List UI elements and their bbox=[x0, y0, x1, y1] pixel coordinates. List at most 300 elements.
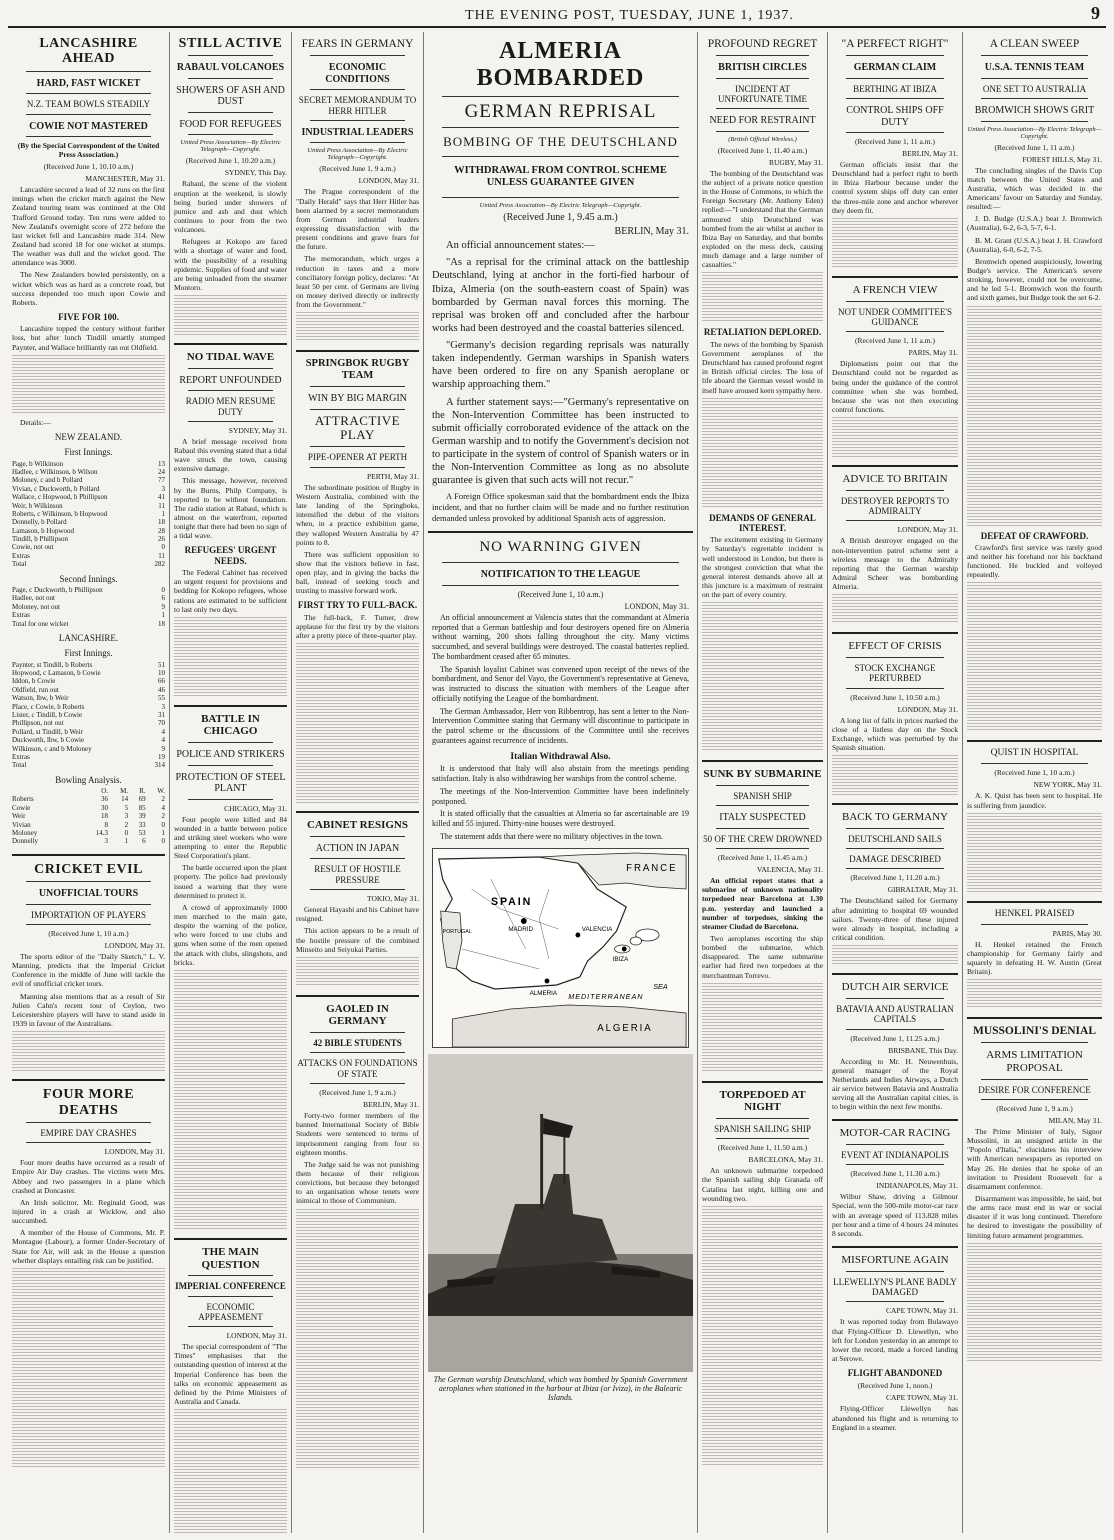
paragraph: Lancashire secured a lead of 32 runs on the first innings when the cricket match against the New Zealand touring team was continued at the Old Trafford Ground today. Ten runs were added to New Zealand's overnight score of 272 before the last wicket fell and Lancashire made 314. New Zealand had scored 18 for one wicket at stumps. The weather was dull and the wicket good. The attendance was 3000. bbox=[12, 185, 165, 268]
map-label: VALENCIA bbox=[581, 925, 613, 933]
subheading: ECONOMIC APPEASEMENT bbox=[198, 1301, 263, 1322]
paragraph: The Prime Minister of Italy, Signor Mussolini, in an unsigned article in the "Popolo d'Italia," elucidates his interview with American newspapers as reported on May 26. He denies that he spoke of an invitation to President Roosevelt for a disarmament conference. bbox=[967, 1126, 1102, 1191]
subheading: ONE SET TO AUSTRALIA bbox=[982, 83, 1087, 94]
subheading: PIPE-OPENER AT PERTH bbox=[307, 452, 408, 463]
subheading: BRITISH CIRCLES bbox=[718, 62, 807, 74]
table-cell: 0 bbox=[124, 828, 129, 837]
table-row bbox=[12, 620, 165, 628]
table-cell: Roberts, c Wilkinson, b Hopwood bbox=[12, 509, 108, 518]
table-row bbox=[12, 518, 165, 526]
paragraph: It is understood that Italy will also abstain from the meetings pending satisfaction. Italy is also withdrawing her warships from the control scheme. bbox=[432, 764, 689, 784]
table-cell: 39 bbox=[138, 812, 146, 821]
place-line: BARCELONA, May 31. bbox=[748, 1155, 823, 1165]
subheading: BATAVIA AND AUSTRALIAN CAPITALS bbox=[836, 1003, 954, 1025]
subheading: REPORT UNFOUNDED bbox=[179, 374, 282, 386]
subheading: IMPERIAL CONFERENCE bbox=[175, 1281, 286, 1292]
place-line: LONDON, May 31. bbox=[897, 525, 958, 535]
subheading: DESTROYER REPORTS TO ADMIRALTY bbox=[840, 495, 950, 517]
section-heading: RETALIATION DEPLORED. bbox=[703, 327, 822, 338]
article-headline: TORPEDOED AT NIGHT bbox=[719, 1088, 806, 1114]
credit-line: United Press Association—By Electric Telegraph—Copyright. bbox=[967, 125, 1102, 140]
table-cell: 9 bbox=[161, 744, 165, 753]
paragraph: Wilbur Shaw, driving a Gilmour Special, won the 500-mile motor-car race with an average speed of 113.828 miles per hour and a time of 4 hours 24 minutes 8 seconds. bbox=[832, 1192, 958, 1238]
paragraph: The German Ambassador, Herr von Ribbentrop, has sent a letter to the Non-Intervention Committee stating that Germany will discontinue to participate in the patrol scheme or the discussions of the Committee until she receives guarantees against recurrence of incidents. bbox=[432, 706, 689, 745]
article-headline: NO WARNING GIVEN bbox=[479, 539, 642, 556]
table-cell: 70 bbox=[158, 719, 165, 728]
article-headline: MUSSOLINI'S DENIAL bbox=[972, 1025, 1097, 1038]
table-row bbox=[12, 594, 165, 602]
paragraph: A. K. Quist has been sent to hospital. He is suffering from jaundice. bbox=[967, 791, 1102, 810]
table-cell: 18 bbox=[158, 619, 165, 628]
article-headline: ADVICE TO BRITAIN bbox=[842, 473, 948, 486]
table-row bbox=[12, 485, 165, 493]
article-headline: THE MAIN QUESTION bbox=[201, 1245, 260, 1271]
table-cell: 26 bbox=[158, 535, 165, 544]
subheading: U.S.A. TENNIS TEAM bbox=[984, 62, 1085, 74]
place-line: BERLIN, May 31. bbox=[614, 226, 689, 238]
paragraph: The memorandum, which urges a reduction in taxes and a more conciliatory foreign policy, declares: "At least 50 per cent. of Germans are living on money derived directly or indirectly from the Government." bbox=[296, 254, 419, 310]
table-row bbox=[12, 560, 165, 568]
table-cell: Vivian, c Duckworth, b Pollard bbox=[12, 484, 100, 493]
subheading: ARMS LIMITATION PROPOSAL bbox=[986, 1049, 1083, 1074]
paragraph: J. D. Budge (U.S.A.) beat J. Bromwich (Australia), 6-2, 6-3, 5-7, 6-1. bbox=[967, 214, 1102, 233]
column-5 bbox=[698, 32, 828, 1533]
received-line: (Received June 1, noon.) bbox=[857, 1381, 933, 1391]
paragraph: There was sufficient opposition to show that the visitors believe in fast, open play, and in giving the backs the ball, instead of seeking touch and trusting to massive forward work. bbox=[296, 549, 419, 596]
received-line: (Received June 1, 9 a.m.) bbox=[319, 164, 396, 174]
place-line: MANCHESTER, May 31. bbox=[85, 174, 165, 184]
table-cell: Wilkinson, c and b Moloney bbox=[12, 744, 92, 753]
paragraph: An unknown submarine torpedoed the Spanish sailing ship Granada off Catalina last night, killing one and wounding two. bbox=[702, 1166, 823, 1203]
subheading: SPANISH SAILING SHIP bbox=[714, 1123, 811, 1134]
table-row bbox=[12, 510, 165, 518]
table-cell: 31 bbox=[158, 710, 165, 719]
map-label: MADRID bbox=[508, 925, 534, 933]
article-headline: BATTLE IN CHICAGO bbox=[201, 712, 260, 738]
place-line: PARIS, May 30. bbox=[1052, 928, 1102, 938]
article-headline: FEARS IN GERMANY bbox=[301, 38, 414, 50]
subheading: BERTHING AT IBIZA bbox=[853, 83, 937, 94]
paragraph: Two aeroplanes escorting the ship bombed the submarine, which disappeared. The same submarine earlier had fired two torpedoes at the merchantman Torrevo. bbox=[702, 933, 823, 980]
table-cell: 36 bbox=[101, 795, 109, 804]
subheading: INDUSTRIAL LEADERS bbox=[301, 126, 414, 138]
section-heading: FLIGHT ABANDONED bbox=[847, 1368, 943, 1379]
table-row bbox=[12, 669, 165, 677]
subheading: SECRET MEMORANDUM TO HERR HITLER bbox=[298, 95, 417, 116]
subheading: LLEWELLYN'S PLANE BADLY DAMAGED bbox=[833, 1276, 957, 1298]
paragraph: Lancashire topped the century without further loss, but after lunch Tindill smartly stumped Paynter, and Wallace brilliantly ran out Oldfield. bbox=[12, 324, 165, 352]
table-row bbox=[12, 502, 165, 510]
article-headline: LANCASHIRE AHEAD bbox=[39, 36, 138, 67]
table-cell: 8 bbox=[104, 820, 109, 829]
article-headline: BACK TO GERMANY bbox=[842, 811, 948, 824]
table-row bbox=[12, 603, 165, 611]
received-line: (Received June 1, 10 a.m.) bbox=[994, 768, 1075, 778]
table-row bbox=[12, 543, 165, 551]
subheading: DESIRE FOR CONFERENCE bbox=[978, 1084, 1091, 1095]
section-heading: Italian Withdrawal Also. bbox=[510, 751, 611, 762]
paragraph: The special correspondent of "The Times" emphasises that the outstanding question of interest at the Imperial Conference has been the talks on economic appeasement as defined by the Prime Ministers of Australia and Canada. bbox=[174, 1342, 287, 1407]
table-cell: Lamason, b Hopwood bbox=[12, 526, 75, 535]
article-headline: A CLEAN SWEEP bbox=[989, 38, 1080, 50]
received-line: (Received June 1, 10.10 a.m.) bbox=[43, 162, 134, 172]
subheading: IMPORTATION OF PLAYERS bbox=[31, 909, 146, 920]
paragraph: Crawford's first service was rarely good and neither his forehand nor his backhand functioned. He buckled and volleyed repeatedly. bbox=[967, 542, 1102, 580]
team-label: LANCASHIRE. bbox=[58, 632, 119, 643]
paragraph: An official announcement at Valencia states that the commandant at Almeria reported that a German battleship and four destroyers opened fire on Almeria without warning, 200 shots falling throughout the city. Many victims succumbed, and several buildings were destroyed. The coastal batteries replied. The bombardment ceased after 65 minutes. bbox=[432, 612, 689, 661]
place-line: TOKIO, May 31. bbox=[367, 894, 419, 904]
section-heading: REFUGEES' URGENT NEEDS. bbox=[184, 545, 277, 566]
subheading: DEUTSCHLAND SAILS bbox=[848, 833, 942, 844]
table-cell: Moloney, c and b Pollard bbox=[12, 476, 83, 485]
subheading: EMPIRE DAY CRASHES bbox=[40, 1127, 137, 1138]
section-heading: FIVE FOR 100. bbox=[58, 311, 119, 322]
paragraph: Diplomatists point out that the Deutschland could not be regarded as being under the guidance of the control committee when she was bombed, because she was not then executing control functions. bbox=[832, 359, 958, 414]
table-cell: 14 bbox=[121, 795, 129, 804]
table-cell: 13 bbox=[158, 459, 165, 468]
place-line: INDIANAPOLIS, May 31. bbox=[876, 1181, 958, 1191]
paragraph: Flying-Officer Llewellyn has abandoned his flight and is returning to England in a steamer. bbox=[832, 1404, 958, 1432]
table-cell: 3 bbox=[161, 484, 165, 493]
paragraph: Four people were killed and 84 wounded in a battle between police and striking steel workers who were attempting to enter the Republic Steel Corporation's plant. bbox=[174, 814, 287, 861]
warship-photo bbox=[428, 1054, 693, 1372]
team-label: NEW ZEALAND. bbox=[54, 431, 123, 442]
table-cell: Hopwood, c Lamason, b Cowie bbox=[12, 669, 101, 677]
table-cell: Total bbox=[12, 761, 27, 770]
table-cell: Phillipson, not out bbox=[12, 719, 64, 728]
place-line: BERLIN, May 31. bbox=[363, 1100, 419, 1110]
article-headline: MISFORTUNE AGAIN bbox=[841, 1254, 949, 1267]
table-cell: 4 bbox=[161, 803, 165, 812]
subheading: WITHDRAWAL FROM CONTROL SCHEME UNLESS GUARANTEE GIVEN bbox=[454, 165, 667, 189]
table-cell: 46 bbox=[158, 685, 165, 694]
subheading: DAMAGE DESCRIBED bbox=[849, 854, 941, 865]
paragraph: The statement adds that there were no military objectives in the town. bbox=[440, 831, 664, 841]
table-cell: 41 bbox=[158, 493, 165, 502]
received-line: (Received June 1, 11 a.m.) bbox=[994, 142, 1075, 152]
table-cell: 85 bbox=[138, 803, 146, 812]
table-row bbox=[12, 468, 165, 476]
paragraph: Bromwich opened auspiciously, lowering Budge's service. The American's severe stroking, however, could not be overcome, and he led 5-1. Bromwich won the fourth and sixth games, but Budge took the set 6-2. bbox=[967, 256, 1102, 303]
innings-label: First Innings. bbox=[64, 447, 113, 458]
map-marker-almeria bbox=[545, 978, 550, 983]
table-cell: Hadlee, not out bbox=[12, 594, 55, 603]
table-cell: Weir, b Wilkinson bbox=[12, 501, 63, 510]
subheading: NOTIFICATION TO THE LEAGUE bbox=[480, 569, 641, 581]
received-line: (Received June 1, 10.50 a.m.) bbox=[850, 692, 940, 702]
table-row bbox=[12, 812, 165, 820]
subheading: SHOWERS OF ASH AND DUST bbox=[176, 84, 285, 108]
article-headline: GAOLED IN GERMANY bbox=[326, 1002, 389, 1028]
table-row bbox=[12, 761, 165, 769]
article-headline: NO TIDAL WAVE bbox=[186, 351, 275, 364]
table-row bbox=[12, 745, 165, 753]
subheading: RABAUL VOLCANOES bbox=[176, 62, 285, 74]
received-line: (Received June 1, 11 a.m.) bbox=[855, 336, 935, 346]
subheading: ECONOMIC CONDITIONS bbox=[325, 62, 390, 85]
received-line: (Received June 1, 11.20 a.m.) bbox=[850, 873, 940, 883]
article-headline: SUNK BY SUBMARINE bbox=[703, 768, 822, 781]
article-headline: DUTCH AIR SERVICE bbox=[841, 981, 949, 994]
section-heading: FIRST TRY TO FULL-BACK. bbox=[297, 600, 418, 611]
paragraph: Rabaul, the scene of the violent eruption at the weekend, is slowly being buried under showers of pumice and ash and dust which continues to pour from the two volcanoes. bbox=[174, 179, 287, 235]
table-cell: 77 bbox=[158, 476, 165, 485]
section-heading: DEFEAT OF CRAWFORD. bbox=[980, 530, 1089, 541]
paragraph: An official announcement states:— bbox=[446, 240, 595, 252]
page-number: 9 bbox=[1091, 3, 1100, 23]
paragraph: This message, however, received by the Burns, Philp Company, is reported to be without foundation. The radio station at Rabaul, which is almost on the waterfront, reported tonight that there had been no sign of a tidal wave. bbox=[174, 476, 287, 541]
table-cell: Iddon, b Cowie bbox=[12, 677, 56, 686]
table-cell: 14.3 bbox=[95, 828, 109, 837]
paragraph: The Federal Cabinet has received an urgent request for provisions and bedding for Kokopo refugees, whose rations are estimated to be sufficient to last only two days. bbox=[174, 568, 287, 614]
table-cell: 0 bbox=[161, 837, 165, 846]
received-line: (Received June 1, 11.40 a.m.) bbox=[717, 145, 808, 155]
table-cell: 18 bbox=[101, 812, 109, 821]
bowling-table bbox=[12, 787, 165, 846]
table-cell: 11 bbox=[158, 501, 165, 510]
paragraph: An Irish solicitor, Mr. Reginald Good, was injured in a crash at Wicklow, and also succumbed. bbox=[12, 1197, 165, 1226]
article-headline: CABINET RESIGNS bbox=[307, 819, 408, 832]
table-cell: 0 bbox=[161, 820, 165, 829]
credit-line: United Press Association—By Electric Telegraph—Copyright. bbox=[479, 202, 642, 210]
table-cell: Weir bbox=[12, 812, 26, 821]
subheading: SPANISH SHIP bbox=[733, 790, 792, 801]
subheading: WIN BY BIG MARGIN bbox=[308, 393, 407, 405]
table-cell: Lister, c Tindill, b Cowie bbox=[12, 710, 83, 719]
table-cell: Watson, lbw, b Weir bbox=[12, 694, 69, 703]
table-cell: 69 bbox=[138, 795, 146, 804]
received-line: (Received June 1, 11.25 a.m.) bbox=[850, 1033, 940, 1043]
section-heading: DEMANDS OF GENERAL INTEREST. bbox=[709, 512, 816, 533]
table-cell: Roberts bbox=[12, 795, 34, 804]
bowling-label: Bowling Analysis. bbox=[55, 774, 122, 785]
table-cell: 11 bbox=[158, 551, 165, 560]
table-cell: 53 bbox=[138, 828, 146, 837]
article-headline: PROFOUND REGRET bbox=[707, 38, 818, 50]
table-header-cell: W. bbox=[157, 787, 165, 796]
table-cell: 314 bbox=[154, 761, 165, 770]
paragraph: A member of the House of Commons, Mr. P. Montague (Labour), a former Under-Secretary of State for Air, will ask in the House a question whether displays entailing risk can be justified. bbox=[12, 1228, 165, 1265]
table-header-row bbox=[12, 787, 165, 795]
paragraph: Manning also mentions that as a result of Sir Julien Cahn's recent tour of Ceylon, two Leicestershire players will have to stand aside in 1939 in favour of the Australians. bbox=[12, 991, 165, 1028]
article-headline: SPRINGBOK RUGBY TEAM bbox=[305, 358, 410, 382]
received-line: (Received June 1, 11.50 a.m.) bbox=[717, 1143, 808, 1153]
received-line: (Received June 1, 10 a.m.) bbox=[517, 589, 604, 599]
map-label: PORTUGAL bbox=[442, 928, 472, 935]
table-row bbox=[12, 677, 165, 685]
table-cell: 2 bbox=[161, 795, 165, 804]
paragraph: A further statement says:—"Germany's representative on the Non-Intervention Committee has been instructed to submit officially corroborated evidence of the attack on the German warship and to notify the Government's decision not to participate in the system of control of Spanish waters or in the Non-Intervention Committee as long as no absolute guarantee is given that such acts will not recur." bbox=[432, 396, 689, 487]
subheading: N.Z. TEAM BOWLS STEADILY bbox=[26, 99, 151, 110]
table-row bbox=[12, 527, 165, 535]
place-line: LONDON, May 31. bbox=[358, 176, 419, 186]
table-cell: Extras bbox=[12, 752, 30, 761]
paragraph: H. Henkel retained the French championship for Germany fairly and squarely in defeating H. W. Austin (Great Britain). bbox=[967, 939, 1102, 976]
table-cell: 55 bbox=[158, 694, 165, 703]
received-line: (Received June 1, 9.45 a.m.) bbox=[503, 212, 618, 224]
credit-line: United Press Association—By Electric Telegraph—Copyright. bbox=[180, 139, 281, 154]
table-cell: 1 bbox=[161, 828, 165, 837]
paragraph: The meetings of the Non-Intervention Committee have been indefinitely postponed. bbox=[432, 786, 689, 806]
table-cell: 1 bbox=[124, 837, 129, 846]
scorecard-nz-2 bbox=[12, 586, 165, 628]
paragraph: The Judge said he was not punishing them because of their religious convictions, but because they belonged to an organisation whose tenets were inimical to those of Communism. bbox=[296, 1159, 419, 1206]
map-marker-madrid bbox=[521, 918, 527, 924]
subheading: GERMAN CLAIM bbox=[853, 62, 937, 74]
paragraph: A British destroyer engaged on the non-intervention patrol scheme sent a wireless message to the Admiralty reporting that the German warship Admiral Scheer was bombarding Almeria. bbox=[832, 536, 958, 592]
table-row bbox=[12, 719, 165, 727]
table-cell: 4 bbox=[161, 736, 165, 745]
subheading: UNOFFICIAL TOURS bbox=[38, 888, 139, 900]
columns bbox=[8, 28, 1106, 1533]
table-cell: 1 bbox=[161, 509, 165, 518]
table-row bbox=[12, 586, 165, 594]
table-cell: Tindill, b Phillipson bbox=[12, 535, 68, 544]
paragraph: German officials insist that the Deutschland had a perfect right to berth in Ibiza Harbour because under the control system ships off duty can enter the three-mile zone and anchor wherever they deem fit. bbox=[832, 160, 958, 215]
map-marker-ibiza bbox=[622, 946, 627, 951]
table-cell: 1 bbox=[161, 611, 165, 620]
subheading: POLICE AND STRIKERS bbox=[176, 749, 285, 761]
paragraph: The news of the bombing by Spanish Government aeroplanes of the Deutschland has caused profound regret in British official circles. The loss of life aboard the German vessel would in itself have aroused keen sympathy here. bbox=[702, 339, 823, 395]
place-line: CAPE TOWN, May 31. bbox=[885, 1306, 958, 1316]
table-cell: 24 bbox=[158, 467, 165, 476]
table-row bbox=[12, 703, 165, 711]
paragraph: B. M. Grant (U.S.A.) beat J. H. Crawford (Australia), 6-0, 6-2, 7-5. bbox=[967, 235, 1102, 254]
table-cell: 6 bbox=[142, 837, 146, 846]
subheading: RADIO MEN RESUME DUTY bbox=[185, 396, 276, 417]
subheading: ATTACKS ON FOUNDATIONS OF STATE bbox=[297, 1058, 418, 1079]
paragraph: It was reported today from Bulawayo that Flying-Officer D. Llewellyn, who left for London yesterday in an attempt to lower the record, made a forced landing at Serowe. bbox=[832, 1317, 958, 1363]
article-headline: "A PERFECT RIGHT" bbox=[841, 38, 949, 50]
table-cell: 19 bbox=[158, 752, 165, 761]
table-cell: 30 bbox=[101, 803, 109, 812]
paper-title: THE EVENING POST, TUESDAY, JUNE 1, 1937. bbox=[465, 8, 794, 23]
paragraph: A crowd of approximately 1000 men marched to the main gate, despite the warning of the police, who were forced to use clubs and guns when some of the men opened the attack with clubs, slingshots, and bricks. bbox=[174, 902, 287, 967]
table-cell: 3 bbox=[124, 812, 129, 821]
paragraph: Refugees at Kokopo are faced with a shortage of water and food, with the possibility of a resulting epidemic. Supplies of food and water are being unloaded from the steamer Montoro. bbox=[174, 237, 287, 292]
place-line: LONDON, May 31. bbox=[624, 601, 689, 611]
subheading: BOMBING OF THE DEUTSCHLAND bbox=[443, 134, 678, 149]
place-line: SYDNEY, May 31. bbox=[228, 425, 287, 435]
article-headline: HENKEL PRAISED bbox=[994, 908, 1075, 919]
table-row bbox=[12, 837, 165, 845]
map-label: MEDITERRANEAN bbox=[568, 991, 644, 1001]
place-line: BERLIN, May 31. bbox=[902, 149, 958, 159]
paragraph: The bombing of the Deutschland was the subject of a private notice question in the House of Commons, to which the Foreign Secretary (Mr. Anthony Eden) replied:—"I understand that the German armoured ship Deutschland was bombed from the air whilst at anchor in Ibiza Bay on Saturday, and that bombs exploded on the mess deck, causing much damage and a large number of casualties." bbox=[702, 168, 823, 270]
paragraph: The Prague correspondent of the "Daily Herald" says that Herr Hitler has been alarmed by a secret memorandum from German industrial leaders expressing dissatisfaction with the present conditions and grave fears for the future. bbox=[296, 187, 419, 252]
subheading: ACTION IN JAPAN bbox=[315, 842, 400, 854]
warship-graphic bbox=[428, 1054, 693, 1372]
subheading: NOT UNDER COMMITTEE'S GUIDANCE bbox=[838, 306, 952, 327]
table-row bbox=[12, 728, 165, 736]
table-row bbox=[12, 493, 165, 501]
subheading: RESULT OF HOSTILE PRESSURE bbox=[314, 864, 401, 885]
main-headline: ALMERIA BOMBARDED bbox=[476, 38, 645, 91]
paragraph: The sports editor of the "Daily Sketch," L. V. Manning, predicts that the Imperial Cricket Conference in the middle of June will tackle the evil of unofficial cricket tours. bbox=[12, 952, 165, 989]
column-main bbox=[424, 32, 698, 1533]
received-line: (Received June 1, 10.20 a.m.) bbox=[185, 156, 276, 166]
table-cell: Donnelly, b Pollard bbox=[12, 518, 67, 527]
table-cell: 4 bbox=[161, 727, 165, 736]
subheading: ITALY SUSPECTED bbox=[719, 812, 806, 824]
paragraph: Four more deaths have occurred as a result of Empire Air Day crashes. The victims were Mrs. Abbey and two passengers in a plane which crashed at Doncaster. bbox=[12, 1158, 165, 1195]
received-line: (Received June 1, 9 a.m.) bbox=[319, 1088, 396, 1098]
table-header-cell: O. bbox=[101, 787, 109, 796]
table-row bbox=[12, 535, 165, 543]
column-1 bbox=[8, 32, 170, 1533]
table-cell: Place, c Cowie, b Roberts bbox=[12, 702, 85, 711]
article-headline: A FRENCH VIEW bbox=[852, 283, 938, 296]
map-graphic bbox=[433, 849, 688, 1047]
paragraph: "As a reprisal for the criminal attack on the battleship Deutschland, lying at anchor in the forti-fied harbour of Ibiza, Almeria (on the south-eastern coast of Spain) was bombarded by German naval forces this morning. The reprisal was broken off and concluded after the harbour works had been destroyed and the coastal batteries silenced. bbox=[432, 257, 689, 334]
table-cell: Pollard, st Tindill, b Weir bbox=[12, 727, 83, 736]
table-cell: 3 bbox=[161, 702, 165, 711]
table-cell: Total bbox=[12, 560, 27, 569]
table-cell: Extras bbox=[12, 551, 30, 560]
place-line: PERTH, May 31. bbox=[366, 471, 419, 481]
table-cell: 2 bbox=[124, 820, 129, 829]
article-headline: EFFECT OF CRISIS bbox=[848, 640, 942, 653]
table-cell: 2 bbox=[161, 812, 165, 821]
article-headline: MOTOR-CAR RACING bbox=[839, 1127, 951, 1140]
paragraph: General Hayashi and his Cabinet have resigned. bbox=[296, 905, 419, 924]
table-cell: Wallace, c Hopwood, b Phillipson bbox=[12, 493, 108, 502]
table-cell: 9 bbox=[161, 602, 165, 611]
map-marker-valencia bbox=[575, 932, 580, 937]
place-line: MILAN, May 31. bbox=[1048, 1115, 1102, 1125]
paragraph: It is stated officially that the casualties at Almeria so far ascertainable are 19 killed and 55 injured. Thirty-nine houses were destroyed. bbox=[432, 809, 689, 829]
paragraph: The excitement existing in Germany by Saturday's regrettable incident is well understood in London, but there is the strongest conviction that what the general interest demands above all at this juncture is a maximum of restraint on the part of every country. bbox=[702, 535, 823, 600]
subheading: PROTECTION OF STEEL PLANT bbox=[175, 771, 286, 795]
received-line: (Received June 1, 11 a.m.) bbox=[855, 137, 935, 147]
table-cell: 3 bbox=[104, 837, 109, 846]
table-header-cell: R. bbox=[139, 787, 146, 796]
table-cell: 6 bbox=[161, 594, 165, 603]
paragraph: The Deutschland sailed for Germany after admitting to hospital 69 wounded sailors. Twenty-three of these injured were already in hospital, including a critical condition. bbox=[832, 896, 958, 943]
table-cell: Cowie bbox=[12, 803, 31, 812]
table-cell: 66 bbox=[158, 677, 165, 686]
table-cell: Extras bbox=[12, 611, 30, 620]
subheading: BROMWICH SHOWS GRIT bbox=[974, 105, 1095, 117]
paragraph: The battle occurred upon the plant property. The police had previously issued a warning that they were determined to protect it. bbox=[174, 863, 287, 900]
article-headline: FOUR MORE DEATHS bbox=[42, 1087, 135, 1118]
paragraph: A brief message received from Rabaul this evening stated that a tidal wave struck the town, causing extensive damage. bbox=[174, 436, 287, 474]
table-cell: 0 bbox=[161, 585, 165, 594]
map-label: ALGERIA bbox=[597, 1022, 653, 1034]
subheading: FOOD FOR REFUGEES bbox=[179, 118, 282, 130]
paragraph: This action appears to be a result of the hostile pressure of the combined Minseito and Seiyukai Parties. bbox=[296, 926, 419, 954]
table-cell: Oldfield, run out bbox=[12, 685, 59, 694]
paragraph: An official report states that a submarine of unknown nationality torpedoed near Barcelona at 1.30 p.m. yesterday and launched a number of torpedoes, sinking the steamer Ciudad de Barcelona. bbox=[702, 876, 823, 931]
subheading: ATTRACTIVE PLAY bbox=[314, 412, 401, 443]
article-headline: QUIST IN HOSPITAL bbox=[990, 748, 1079, 759]
map-label: IBIZA bbox=[612, 955, 629, 963]
paragraph: A Foreign Office spokesman said that the bombardment ends the Ibiza incident, and that no further claim will be made and no further restitution demanded unless provoked by additional Spanish acts of aggression. bbox=[432, 491, 689, 523]
subheading: INCIDENT AT UNFORTUNATE TIME bbox=[717, 83, 808, 105]
paragraph: The concluding singles of the Davis Cup match between the United States and Australia, which was decided in the Americans' favour on Saturday and Sunday, resulted:— bbox=[967, 165, 1102, 212]
table-row bbox=[12, 686, 165, 694]
paragraph: The New Zealanders bowled persistently, on a wicket which was as hard as a concrete road, but success depended too much upon Cowie and Roberts. bbox=[12, 270, 165, 307]
credit-line: United Press Association—By Electric Telegraph—Copyright. bbox=[307, 147, 408, 162]
paragraph: Forty-two former members of the banned International Society of Bible Students were sentenced to terms of imprisonment ranging from four to eighteen months. bbox=[296, 1111, 419, 1157]
credit-line: (By the Special Correspondent of the United Press Association.) bbox=[17, 141, 160, 160]
table-header-cell: M. bbox=[120, 787, 129, 796]
table-row bbox=[12, 694, 165, 702]
paragraph: The subordinate position of Rugby in Western Australia, combined with the late landing of the Springboks, intensified the debut of the visitors when, in a practice exhibition game, they walloped Western Australia by 47 points to 8. bbox=[296, 482, 419, 547]
place-line: NEW YORK, May 31. bbox=[1033, 780, 1102, 790]
spain-map bbox=[432, 848, 689, 1048]
place-line: GIBRALTAR, May 31. bbox=[887, 885, 958, 895]
